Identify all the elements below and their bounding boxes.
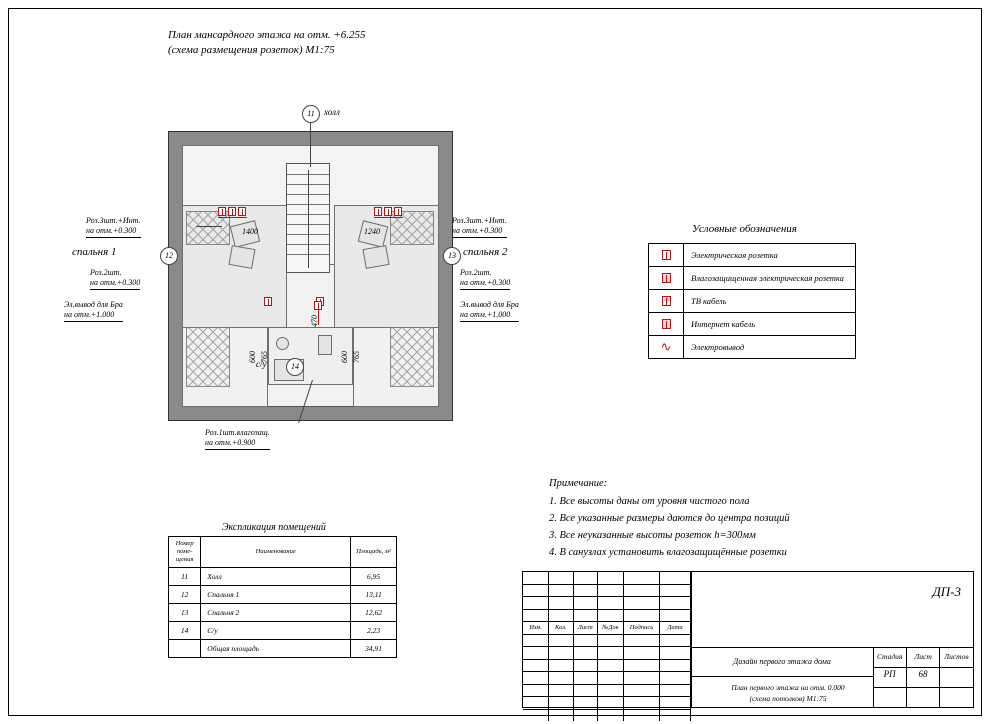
- leader-room-11: [310, 122, 311, 167]
- revision-cell: [574, 610, 598, 622]
- revision-cell: [624, 597, 660, 609]
- revision-cell: [624, 635, 660, 647]
- revision-cell: [549, 635, 573, 647]
- revision-cell: [574, 710, 598, 722]
- revision-grid: [523, 572, 691, 709]
- revision-cell: [549, 597, 573, 609]
- drawing-code: ДП-3: [932, 584, 961, 599]
- stamp-divider-h4: [873, 687, 973, 688]
- callout-right-mid-line1: Роз.2шт.: [460, 268, 492, 277]
- revision-cell: [523, 660, 549, 672]
- revision-cell: [574, 585, 598, 597]
- room-label-hall: холл: [324, 107, 340, 117]
- column-header-area: Площадь, м²: [351, 537, 397, 568]
- stamp-divider-h3: [691, 676, 874, 677]
- cell-name: Общая площадь: [201, 640, 351, 658]
- legend-title: Условные обозначения: [692, 223, 797, 235]
- revision-cell: [523, 647, 549, 659]
- revision-cell: [574, 597, 598, 609]
- revision-row: [523, 647, 691, 660]
- revision-cell: [598, 610, 624, 622]
- stamp-col-ndok: №Док: [598, 622, 624, 634]
- project-name: Дизайн первого этажа дома: [733, 657, 831, 666]
- revision-cell: [598, 660, 624, 672]
- note-item: 3. Все неуказанные высоты розеток h=300мм: [549, 530, 756, 541]
- cell-number: 11: [169, 568, 201, 586]
- cell-number: 14: [169, 622, 201, 640]
- legend-label: Влагозащищенная электрическая розетка: [691, 273, 844, 283]
- revision-cell: [574, 660, 598, 672]
- legend-table: [648, 243, 856, 359]
- stamp-column-headers: [523, 622, 691, 635]
- revision-cell: [624, 685, 660, 697]
- revision-row: [523, 660, 691, 673]
- revision-cell: [598, 585, 624, 597]
- staircase: [286, 163, 330, 273]
- revision-cell: [660, 685, 691, 697]
- revision-cell: [549, 697, 573, 709]
- revision-cell: [660, 660, 691, 672]
- revision-cell: [598, 572, 624, 584]
- room-label-bedroom-1: спальня 1: [72, 246, 117, 258]
- revision-cell: [598, 635, 624, 647]
- room-bubble-11: 11: [302, 105, 320, 123]
- tv-cable-icon: [649, 290, 684, 312]
- internet-cable-icon: [649, 313, 684, 335]
- dim-765-right: 765: [352, 351, 361, 363]
- note-item: 2. Все указанные размеры даются до центра позиций: [549, 513, 790, 524]
- revision-row: [523, 597, 691, 610]
- plan-title-line2: (схема размещения розеток) М1:75: [168, 44, 335, 56]
- callout-right-bra-line1: Эл.вывод для Бра: [460, 300, 519, 309]
- table-row: [169, 586, 397, 604]
- schedule-title: Экспликация помещений: [222, 522, 326, 533]
- stage-header-sheets: Листов: [944, 652, 969, 661]
- revision-cell: [549, 572, 573, 584]
- revision-cell: [598, 710, 624, 722]
- revision-cell: [523, 710, 549, 722]
- cell-name: Спальня 1: [201, 586, 351, 604]
- legend-row: [649, 267, 855, 290]
- stage-header-stage: Стадия: [876, 652, 903, 661]
- revision-cell: [574, 647, 598, 659]
- revision-cell: [624, 585, 660, 597]
- socket-run-bed1: [218, 217, 247, 218]
- callout-bottom-wc-line2: на отм.+0.900: [205, 438, 256, 447]
- plan-title: [168, 28, 588, 58]
- table-row: [169, 622, 397, 640]
- socket-icon: [649, 244, 684, 266]
- cell-name: Спальня 2: [201, 604, 351, 622]
- sheet-name: [698, 682, 878, 704]
- table-row: [169, 568, 397, 586]
- callout-right-mid: [460, 268, 510, 290]
- furniture-toilet: [318, 335, 332, 355]
- electrical-outlet-icon: ∿: [649, 336, 684, 358]
- title-block: [522, 571, 974, 708]
- stamp-col-kol: Кол.: [549, 622, 573, 634]
- socket-hall-left: [264, 297, 272, 306]
- revision-cell: [549, 647, 573, 659]
- callout-left-bra-line2: на отм.+1.000: [64, 310, 115, 319]
- revision-cell: [624, 672, 660, 684]
- revision-cell: [523, 597, 549, 609]
- revision-cell: [598, 597, 624, 609]
- callout-left-bra: [64, 300, 123, 322]
- legend-row: [649, 336, 855, 359]
- revision-row: [523, 672, 691, 685]
- dim-470: 470: [310, 315, 319, 327]
- revision-cell: [549, 710, 573, 722]
- callout-right-top-line1: Роз.3шт.+Инт.: [452, 216, 507, 225]
- revision-cell: [523, 672, 549, 684]
- column-header-name: Наименование: [201, 537, 351, 568]
- revision-cell: [523, 635, 549, 647]
- room-label-bedroom-2: спальня 2: [463, 246, 508, 258]
- callout-left-top-line2: на отм.+0.300: [86, 226, 137, 235]
- legend-label: Электрическая розетка: [691, 250, 778, 260]
- cell-number: 12: [169, 586, 201, 604]
- table-row: [169, 604, 397, 622]
- stamp-divider-1: [691, 572, 692, 707]
- legend-row: [649, 290, 855, 313]
- cell-area: 34,91: [351, 640, 397, 658]
- revision-cell: [523, 685, 549, 697]
- floor-plan: [168, 131, 453, 421]
- socket-bed2-c: [394, 207, 402, 216]
- socket-bed1-c: [238, 207, 246, 216]
- revision-cell: [523, 610, 549, 622]
- revision-cell: [574, 635, 598, 647]
- revision-row: [523, 610, 691, 623]
- revision-row: [523, 710, 691, 722]
- callout-left-top-line1: Роз.3шт.+Инт.: [86, 216, 141, 225]
- revision-row: [523, 635, 691, 648]
- stamp-col-izm: Изм.: [523, 622, 549, 634]
- revision-cell: [549, 610, 573, 622]
- callout-right-bra: [460, 300, 519, 322]
- leader-left-top: [196, 226, 222, 227]
- revision-cell: [549, 685, 573, 697]
- stage-value-sheet: 68: [918, 669, 928, 679]
- revision-cell: [624, 660, 660, 672]
- table-row: [169, 640, 397, 658]
- stage-headers: [873, 652, 973, 661]
- furniture-chair-right: [362, 245, 389, 269]
- callout-left-mid: [90, 268, 140, 290]
- revision-cell: [660, 585, 691, 597]
- dim-765-left: 765: [260, 351, 269, 363]
- revision-cell: [660, 672, 691, 684]
- dim-1400: 1400: [242, 227, 258, 236]
- cell-area: 13,11: [351, 586, 397, 604]
- socket-bed1-a: [218, 207, 226, 216]
- callout-left-mid-line2: на отм.+0.300: [90, 278, 141, 287]
- room-bubble-12: 12: [160, 247, 178, 265]
- revision-cell: [523, 697, 549, 709]
- cell-name: Холл: [201, 568, 351, 586]
- hatch-zone-left-2: [186, 327, 230, 387]
- callout-bottom-wc-line1: Роз.1шт.влагозащ.: [205, 428, 270, 437]
- revision-row: [523, 685, 691, 698]
- revision-row: [523, 697, 691, 710]
- notes-heading: Примечание:: [549, 478, 608, 489]
- callout-left-top: [86, 216, 141, 238]
- legend-label: ТВ кабель: [691, 296, 727, 306]
- revision-cell: [574, 572, 598, 584]
- revision-cell: [523, 585, 549, 597]
- notes-block: [549, 475, 790, 561]
- hatch-zone-right-2: [390, 327, 434, 387]
- table-header-row: [169, 537, 397, 568]
- sheet-name-line1: План первого этажа на отм. 0.000: [731, 683, 845, 692]
- callout-right-top-line2: на отм.+0.300: [452, 226, 503, 235]
- cell-number: 13: [169, 604, 201, 622]
- revision-cell: [660, 647, 691, 659]
- revision-cell: [624, 697, 660, 709]
- revision-cell: [660, 697, 691, 709]
- stamp-divider-h2: [873, 667, 973, 668]
- revision-cell: [549, 660, 573, 672]
- callout-right-mid-line2: на отм.+0.300: [460, 278, 511, 287]
- revision-cell: [549, 672, 573, 684]
- socket-run-bed2: [374, 217, 403, 218]
- stamp-divider-h1: [691, 647, 973, 648]
- revision-cell: [624, 610, 660, 622]
- revision-cell: [574, 672, 598, 684]
- revision-cell: [598, 647, 624, 659]
- room-schedule-table: [168, 536, 397, 658]
- legend-row: [649, 313, 855, 336]
- room-bubble-13: 13: [443, 247, 461, 265]
- room-bubble-14: 14: [286, 358, 304, 376]
- legend-label: Интернет кабель: [691, 319, 756, 329]
- legend-row: [649, 244, 855, 267]
- callout-right-bra-line2: на отм.+1.000: [460, 310, 511, 319]
- stage-header-sheet: Лист: [914, 652, 932, 661]
- callout-right-top: [452, 216, 507, 238]
- dim-600-right: 600: [340, 351, 349, 363]
- socket-bed2-a: [374, 207, 382, 216]
- stamp-col-podpis: Подпись: [624, 622, 660, 634]
- revision-row: [523, 585, 691, 598]
- dim-600-left: 600: [248, 351, 257, 363]
- revision-cell: [660, 572, 691, 584]
- note-item: 4. В санузлах установить влагозащищённые розетки: [549, 547, 787, 558]
- dim-1240: 1240: [364, 227, 380, 236]
- revision-cell: [624, 710, 660, 722]
- note-item: 1. Все высоты даны от уровня чистого пола: [549, 496, 750, 507]
- legend-label: Электровывод: [691, 342, 745, 352]
- revision-cell: [624, 647, 660, 659]
- revision-cell: [660, 635, 691, 647]
- revision-cell: [624, 572, 660, 584]
- cell-name: С/у: [201, 622, 351, 640]
- cell-number: [169, 640, 201, 658]
- cell-area: 6,95: [351, 568, 397, 586]
- column-header-number: Номер поме-щения: [169, 537, 201, 568]
- revision-cell: [660, 597, 691, 609]
- cell-area: 12,62: [351, 604, 397, 622]
- revision-cell: [574, 685, 598, 697]
- revision-cell: [598, 685, 624, 697]
- stage-values: [873, 669, 973, 679]
- cell-area: 2,23: [351, 622, 397, 640]
- revision-row: [523, 572, 691, 585]
- revision-cell: [660, 610, 691, 622]
- plan-title-line1: План мансардного этажа на отм. +6.255: [168, 29, 366, 41]
- sheet-name-line2: (схема потолков) М1:75: [749, 694, 827, 703]
- revision-cell: [574, 697, 598, 709]
- callout-bottom-wc: [205, 428, 270, 450]
- furniture-chair-left: [228, 245, 255, 269]
- revision-cell: [660, 710, 691, 722]
- stamp-col-list: Лист: [574, 622, 598, 634]
- callout-left-bra-line1: Эл.вывод для Бра: [64, 300, 123, 309]
- waterproof-socket-icon: [649, 267, 684, 289]
- stage-value-sheets: [940, 669, 973, 679]
- stamp-col-data: Дата: [660, 622, 691, 634]
- socket-bed2-b: [384, 207, 392, 216]
- revision-cell: [523, 572, 549, 584]
- stage-value-stage: РП: [883, 669, 896, 679]
- revision-cell: [549, 585, 573, 597]
- callout-left-mid-line1: Роз.2шт.: [90, 268, 122, 277]
- revision-cell: [598, 672, 624, 684]
- socket-bed1-b: [228, 207, 236, 216]
- room-label-wc: с/у: [256, 359, 267, 369]
- furniture-sink: [276, 337, 289, 350]
- revision-cell: [598, 697, 624, 709]
